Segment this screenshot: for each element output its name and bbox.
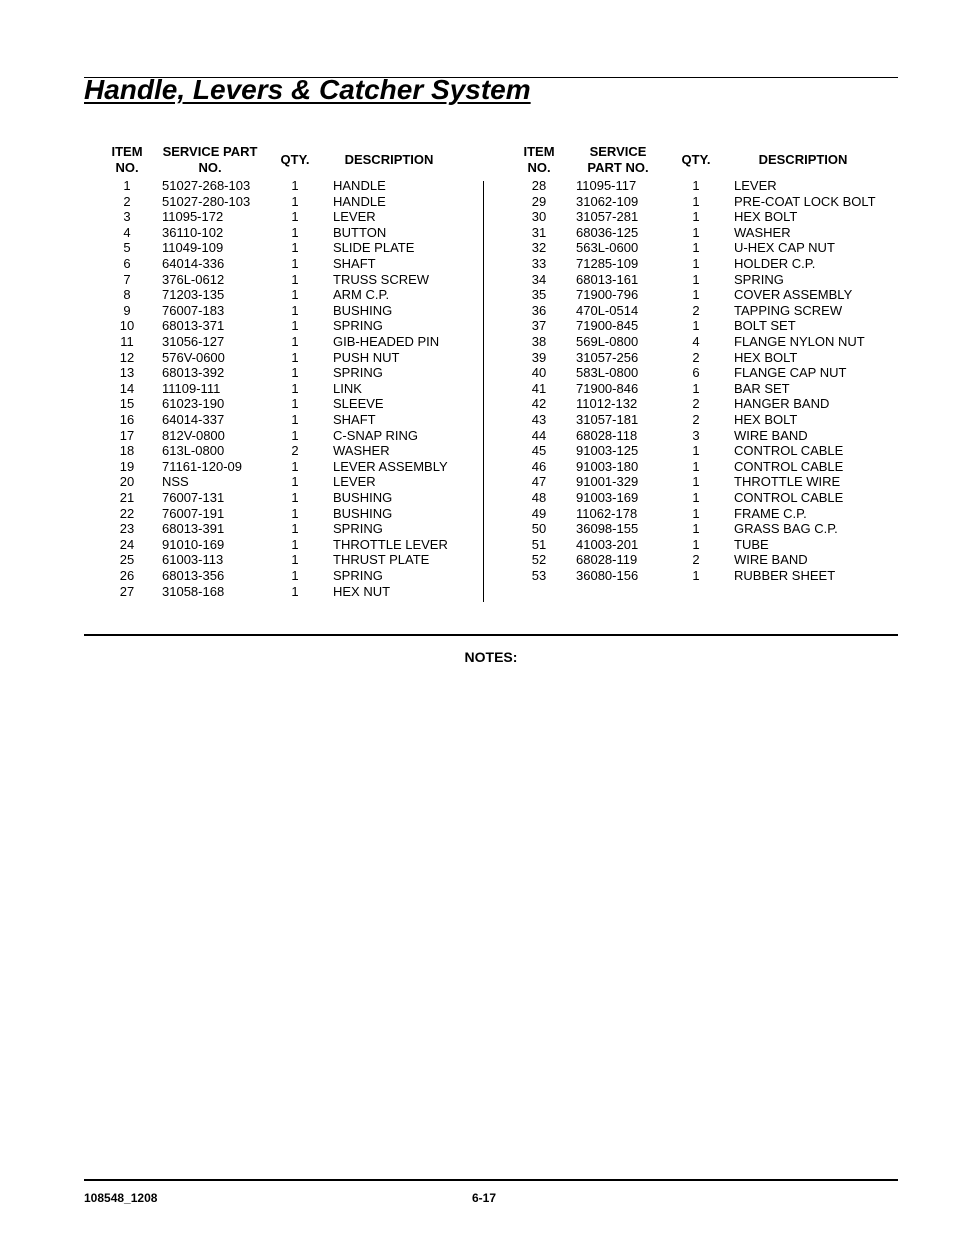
item-no-cell: 24	[119, 536, 135, 552]
part-no-cell: 76007-183	[162, 302, 225, 318]
qty-cell: 1	[692, 318, 700, 334]
part-no-cell: 71203-135	[162, 287, 225, 303]
item-no-cell: 30	[531, 209, 547, 225]
description-cell: FLANGE NYLON NUT	[734, 334, 865, 349]
description-cell: GRASS BAG C.P.	[734, 521, 838, 537]
description-cell: THRUST PLATE	[333, 552, 430, 568]
part-no-cell: 31062-109	[576, 193, 639, 209]
item-no-cell: 36	[531, 302, 547, 318]
item-no-cell: 43	[531, 412, 547, 427]
description-cell: BAR SET	[734, 380, 790, 396]
part-no-cell: 31057-281	[576, 209, 639, 225]
part-no-cell: 11049-109	[162, 240, 224, 256]
table-row	[0, 381, 954, 397]
table-row	[0, 240, 954, 256]
qty-cell: 1	[291, 396, 299, 412]
table-row	[0, 490, 954, 506]
part-no-cell: 36098-155	[576, 521, 639, 537]
part-no-cell: 64014-336	[162, 256, 225, 271]
part-no-cell: 563L-0600	[576, 240, 639, 256]
description-cell: SLEEVE	[333, 396, 384, 412]
footer-rule	[84, 1179, 898, 1181]
qty-cell: 1	[692, 287, 700, 303]
part-no-cell: 36080-156	[576, 568, 639, 583]
qty-cell: 1	[692, 505, 700, 521]
table-row	[0, 584, 954, 600]
table-row	[0, 350, 954, 366]
part-no-cell: 569L-0800	[576, 334, 639, 349]
part-no-cell: 91003-125	[576, 443, 639, 459]
document-number: 108548_1208	[84, 1191, 158, 1205]
description-cell: BOLT SET	[734, 318, 796, 334]
item-no-cell: 18	[119, 443, 135, 459]
item-no-cell: 16	[119, 412, 135, 427]
table-row	[0, 287, 954, 303]
table-row	[0, 365, 954, 381]
item-no-cell: 31	[531, 224, 547, 240]
header-qty: QTY.	[280, 152, 310, 167]
qty-cell: 1	[291, 568, 299, 583]
item-no-cell: 38	[531, 334, 547, 349]
qty-cell: 1	[291, 521, 299, 537]
description-cell: SPRING	[333, 365, 383, 381]
table-row	[0, 334, 954, 350]
part-no-cell: 68036-125	[576, 224, 639, 240]
table-row	[0, 194, 954, 210]
part-no-cell: 51027-280-103	[162, 193, 251, 209]
description-cell: FLANGE CAP NUT	[734, 365, 847, 381]
qty-cell: 1	[291, 349, 299, 365]
qty-cell: 1	[692, 443, 700, 459]
part-no-cell: 71900-845	[576, 318, 639, 334]
item-no-cell: 10	[119, 318, 135, 334]
description-cell: HEX BOLT	[734, 349, 798, 365]
table-row	[0, 178, 954, 194]
part-no-cell: 71161-120-09	[162, 458, 242, 474]
part-no-cell: 31057-256	[576, 349, 639, 365]
part-no-cell: NSS	[162, 474, 189, 490]
item-no-cell: 45	[531, 443, 547, 459]
item-no-cell: 19	[119, 458, 135, 474]
description-cell: SPRING	[333, 568, 383, 583]
qty-cell: 1	[291, 458, 299, 474]
part-no-cell: 91003-180	[576, 458, 639, 474]
item-no-cell: 39	[531, 349, 547, 365]
qty-cell: 1	[291, 427, 299, 443]
part-no-cell: 91001-329	[576, 474, 639, 490]
qty-cell: 1	[692, 240, 700, 256]
description-cell: CONTROL CABLE	[734, 443, 844, 459]
item-no-cell: 53	[531, 568, 547, 583]
qty-cell: 1	[291, 583, 299, 599]
item-no-cell: 14	[119, 380, 135, 396]
description-cell: PRE-COAT LOCK BOLT	[734, 193, 876, 209]
description-cell: SLIDE PLATE	[333, 240, 415, 256]
description-cell: BUSHING	[333, 490, 393, 505]
item-no-cell: 35	[531, 287, 547, 303]
part-no-cell: 68028-119	[576, 552, 638, 568]
part-no-cell: 41003-201	[576, 536, 639, 552]
item-no-cell: 50	[531, 521, 547, 537]
part-no-cell: 31058-168	[162, 583, 225, 599]
item-no-cell: 17	[119, 427, 135, 443]
qty-cell: 1	[692, 209, 700, 225]
qty-cell: 1	[291, 334, 299, 349]
description-cell: THROTTLE WIRE	[734, 474, 841, 490]
description-cell: U-HEX CAP NUT	[734, 240, 835, 256]
description-cell: LINK	[333, 380, 362, 396]
description-cell: C-SNAP RING	[333, 427, 418, 443]
header-item-no: ITEM NO.	[111, 144, 143, 175]
item-no-cell: 23	[119, 521, 135, 537]
item-no-cell: 2	[123, 193, 131, 209]
item-no-cell: 7	[123, 271, 131, 287]
qty-cell: 1	[291, 193, 299, 209]
item-no-cell: 11	[120, 334, 134, 349]
qty-cell: 1	[291, 209, 299, 225]
part-no-cell: 71900-796	[576, 287, 639, 303]
qty-cell: 6	[692, 365, 700, 381]
description-cell: HANDLE	[333, 193, 386, 209]
header-service-part-no: SERVICE PART NO.	[162, 144, 258, 175]
item-no-cell: 42	[531, 396, 547, 412]
description-cell: BUSHING	[333, 505, 393, 521]
qty-cell: 1	[692, 380, 700, 396]
qty-cell: 1	[692, 256, 700, 271]
qty-cell: 3	[692, 427, 700, 443]
part-no-cell: 68013-391	[162, 521, 225, 537]
table-row	[0, 209, 954, 225]
description-cell: SPRING	[734, 271, 784, 287]
table-row	[0, 225, 954, 241]
part-no-cell: 11062-178	[576, 505, 638, 521]
header-qty: QTY.	[681, 152, 711, 167]
part-no-cell: 91010-169	[162, 536, 225, 552]
description-cell: LEVER	[333, 209, 376, 225]
qty-cell: 1	[291, 505, 299, 521]
qty-cell: 1	[692, 271, 700, 287]
qty-cell: 1	[692, 536, 700, 552]
part-no-cell: 68028-118	[576, 427, 638, 443]
table-row	[0, 474, 954, 490]
table-row	[0, 521, 954, 537]
item-no-cell: 28	[531, 178, 547, 193]
description-cell: SPRING	[333, 521, 383, 537]
qty-cell: 2	[692, 552, 700, 568]
qty-cell: 1	[291, 380, 299, 396]
item-no-cell: 32	[531, 240, 547, 256]
table-row	[0, 568, 954, 584]
qty-cell: 1	[291, 240, 299, 256]
description-cell: BUSHING	[333, 302, 393, 318]
description-cell: LEVER ASSEMBLY	[333, 458, 448, 474]
part-no-cell: 11012-132	[576, 396, 638, 412]
part-no-cell: 11095-117	[576, 178, 637, 193]
qty-cell: 1	[291, 474, 299, 490]
qty-cell: 2	[291, 443, 299, 459]
item-no-cell: 21	[119, 490, 135, 505]
table-row	[0, 256, 954, 272]
part-no-cell: 61003-113	[162, 552, 224, 568]
table-row	[0, 272, 954, 288]
page-number: 6-17	[472, 1191, 497, 1205]
item-no-cell: 15	[119, 396, 135, 412]
header-description: DESCRIPTION	[758, 152, 848, 167]
qty-cell: 1	[291, 490, 299, 505]
item-no-cell: 12	[119, 349, 135, 365]
table-row	[0, 396, 954, 412]
part-no-cell: 68013-161	[576, 271, 639, 287]
part-no-cell: 31057-181	[576, 412, 639, 427]
item-no-cell: 52	[531, 552, 547, 568]
item-no-cell: 26	[119, 568, 135, 583]
description-cell: COVER ASSEMBLY	[734, 287, 853, 303]
item-no-cell: 40	[531, 365, 547, 381]
qty-cell: 1	[692, 521, 700, 537]
item-no-cell: 1	[123, 178, 131, 193]
qty-cell: 1	[291, 287, 299, 303]
item-no-cell: 4	[123, 224, 131, 240]
qty-cell: 1	[692, 474, 700, 490]
description-cell: WASHER	[734, 224, 791, 240]
description-cell: SHAFT	[333, 412, 376, 427]
description-cell: THROTTLE LEVER	[333, 536, 448, 552]
qty-cell: 1	[291, 256, 299, 271]
description-cell: PUSH NUT	[333, 349, 400, 365]
item-no-cell: 6	[123, 256, 131, 271]
description-cell: GIB-HEADED PIN	[333, 334, 440, 349]
item-no-cell: 44	[531, 427, 547, 443]
qty-cell: 1	[291, 178, 299, 193]
part-no-cell: 71285-109	[576, 256, 639, 271]
description-cell: WIRE BAND	[734, 427, 808, 443]
part-no-cell: 68013-356	[162, 568, 225, 583]
description-cell: HEX BOLT	[734, 412, 798, 427]
table-row	[0, 443, 954, 459]
qty-cell: 1	[692, 224, 700, 240]
qty-cell: 1	[291, 412, 299, 427]
item-no-cell: 41	[531, 380, 547, 396]
qty-cell: 4	[692, 334, 700, 349]
description-cell: SPRING	[333, 318, 383, 334]
item-no-cell: 48	[531, 490, 547, 505]
item-no-cell: 8	[123, 287, 131, 303]
table-row	[0, 412, 954, 428]
qty-cell: 1	[692, 490, 700, 505]
description-cell: BUTTON	[333, 224, 387, 240]
description-cell: FRAME C.P.	[734, 505, 807, 521]
qty-cell: 1	[692, 568, 700, 583]
description-cell: CONTROL CABLE	[734, 490, 844, 505]
part-no-cell: 76007-131	[162, 490, 225, 505]
description-cell: RUBBER SHEET	[734, 568, 836, 583]
table-row	[0, 537, 954, 553]
item-no-cell: 20	[119, 474, 135, 490]
description-cell: TUBE	[734, 536, 769, 552]
notes-rule	[84, 634, 898, 636]
part-no-cell: 76007-191	[162, 505, 225, 521]
description-cell: HEX BOLT	[734, 209, 798, 225]
item-no-cell: 33	[531, 256, 547, 271]
description-cell: WASHER	[333, 443, 390, 459]
qty-cell: 2	[692, 349, 700, 365]
item-no-cell: 49	[531, 505, 547, 521]
qty-cell: 1	[692, 178, 700, 193]
qty-cell: 1	[692, 458, 700, 474]
part-no-cell: 576V-0600	[162, 349, 225, 365]
item-no-cell: 5	[123, 240, 131, 256]
item-no-cell: 37	[531, 318, 547, 334]
part-no-cell: 51027-268-103	[162, 178, 251, 193]
item-no-cell: 34	[531, 271, 547, 287]
part-no-cell: 11109-111	[162, 380, 221, 396]
table-row	[0, 303, 954, 319]
item-no-cell: 25	[119, 552, 135, 568]
item-no-cell: 22	[119, 505, 135, 521]
qty-cell: 1	[692, 193, 700, 209]
table-row	[0, 428, 954, 444]
table-row	[0, 459, 954, 475]
item-no-cell: 9	[123, 302, 131, 318]
qty-cell: 1	[291, 302, 299, 318]
part-no-cell: 68013-371	[162, 318, 225, 334]
description-cell: SHAFT	[333, 256, 376, 271]
part-no-cell: 376L-0612	[162, 271, 225, 287]
qty-cell: 2	[692, 396, 700, 412]
description-cell: HOLDER C.P.	[734, 256, 816, 271]
table-row	[0, 506, 954, 522]
description-cell: TRUSS SCREW	[333, 271, 430, 287]
part-no-cell: 470L-0514	[576, 302, 639, 318]
item-no-cell: 27	[119, 583, 135, 599]
header-item-no: ITEM NO.	[523, 144, 555, 175]
item-no-cell: 46	[531, 458, 547, 474]
description-cell: WIRE BAND	[734, 552, 808, 568]
description-cell: LEVER	[734, 178, 777, 193]
header-service-part-no: SERVICE PART NO.	[587, 144, 649, 175]
qty-cell: 1	[291, 536, 299, 552]
part-no-cell: 31056-127	[162, 334, 225, 349]
table-row	[0, 318, 954, 334]
description-cell: ARM C.P.	[333, 287, 390, 303]
description-cell: HANDLE	[333, 178, 386, 193]
part-no-cell: 64014-337	[162, 412, 225, 427]
description-cell: TAPPING SCREW	[734, 302, 843, 318]
qty-cell: 1	[291, 318, 299, 334]
part-no-cell: 36110-102	[162, 224, 224, 240]
notes-label: NOTES:	[464, 649, 518, 665]
description-cell: HANGER BAND	[734, 396, 830, 412]
qty-cell: 2	[692, 302, 700, 318]
item-no-cell: 13	[119, 365, 135, 381]
table-row	[0, 552, 954, 568]
qty-cell: 1	[291, 552, 299, 568]
part-no-cell: 71900-846	[576, 380, 639, 396]
part-no-cell: 61023-190	[162, 396, 225, 412]
qty-cell: 1	[291, 365, 299, 381]
item-no-cell: 47	[531, 474, 547, 490]
qty-cell: 1	[291, 271, 299, 287]
header-description: DESCRIPTION	[344, 152, 434, 167]
qty-cell: 2	[692, 412, 700, 427]
part-no-cell: 812V-0800	[162, 427, 225, 443]
part-no-cell: 68013-392	[162, 365, 225, 381]
page-title: Handle, Levers & Catcher System	[84, 74, 531, 105]
description-cell: HEX NUT	[333, 583, 391, 599]
item-no-cell: 51	[531, 536, 547, 552]
item-no-cell: 29	[531, 193, 547, 209]
part-no-cell: 91003-169	[576, 490, 639, 505]
part-no-cell: 11095-172	[162, 209, 224, 225]
description-cell: LEVER	[333, 474, 376, 490]
part-no-cell: 613L-0800	[162, 443, 225, 459]
description-cell: CONTROL CABLE	[734, 458, 844, 474]
qty-cell: 1	[291, 224, 299, 240]
item-no-cell: 3	[123, 209, 131, 225]
part-no-cell: 583L-0800	[576, 365, 639, 381]
